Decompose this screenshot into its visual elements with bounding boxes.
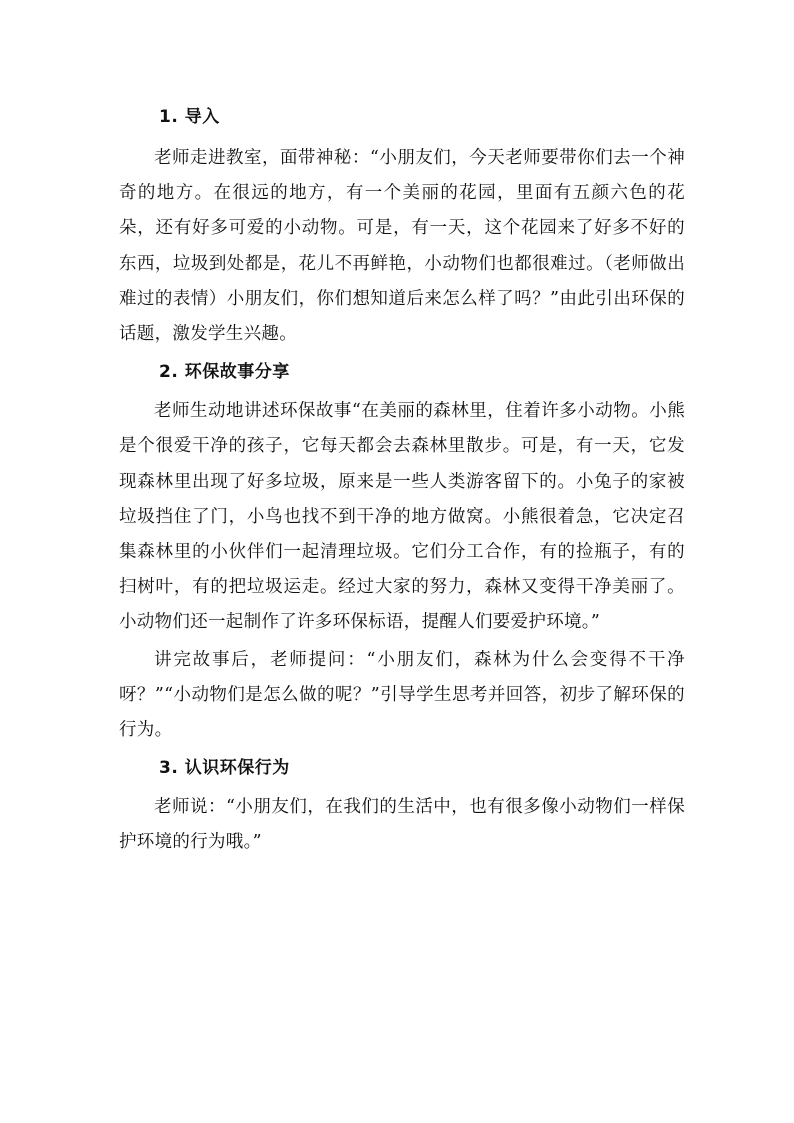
paragraph-behaviors: 老师说：“小朋友们，在我们的生活中，也有很多像小动物们一样保护环境的行为哦。” [119, 797, 685, 853]
section-heading-story: 2. 环保故事分享 [159, 362, 290, 383]
section-heading-behaviors: 3. 认识环保行为 [159, 758, 290, 779]
document-body [119, 103, 685, 861]
paragraph-story: 老师生动地讲述环保故事“在美丽的森林里，住着许多小动物。小熊是个很爱干净的孩子，它每天都会去森林里散步。可是，有一天，它发现森林里出现了好多垃圾，原来是一些人类游客留下的。小兔子的家被垃圾挡住了门，小鸟也找不到干净的地方做窝。小熊很着急，它决定召集森林里的小伙伴们一起清理垃圾。它们分工合作，有的捡瓶子，有的扫树叶，有的把垃圾运走。经过大家的努力，森林又变得干净美丽了。小动物们还一起制作了许多环保标语，提醒人们要爱护环境。” [119, 401, 685, 633]
paragraph-intro: 老师走进教室，面带神秘：“小朋友们，今天老师要带你们去一个神奇的地方。在很远的地方，有一个美丽的花园，里面有五颜六色的花朵，还有好多可爱的小动物。可是，有一天，这个花园来了好多不好的东西，垃圾到处都是，花儿不再鲜艳，小动物们也都很难过。（老师做出难过的表情）小朋友们，你们想知道后来怎么样了吗？”由此引出环保的话题，激发学生兴趣。 [119, 148, 685, 345]
section-heading-intro: 1. 导入 [159, 107, 220, 127]
paragraph-questions: 讲完故事后，老师提问：“小朋友们，森林为什么会变得不干净呀？”“小动物们是怎么做的呢？”引导学生思考并回答，初步了解环保的行为。 [119, 649, 685, 741]
